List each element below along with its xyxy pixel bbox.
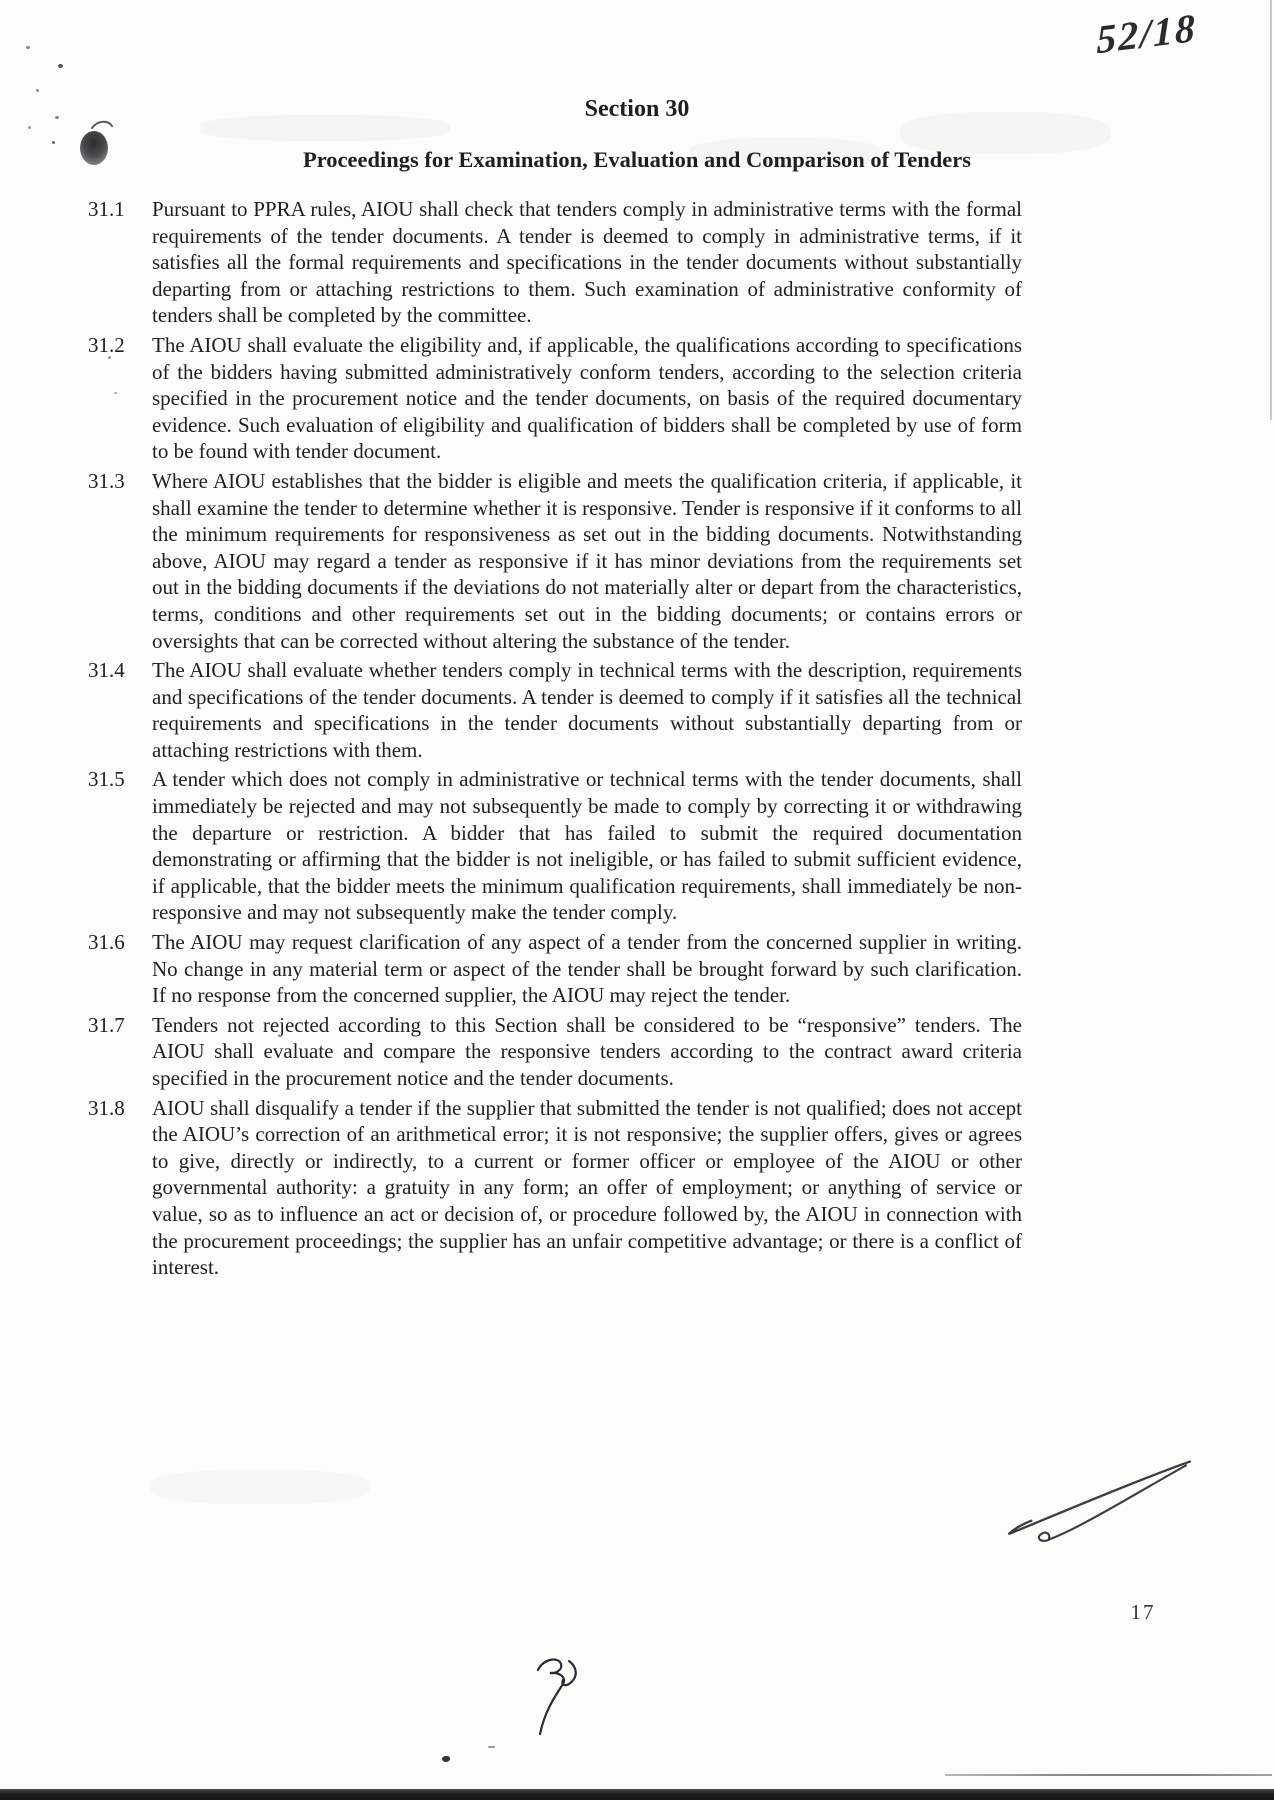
scan-edge-band	[0, 1789, 1274, 1800]
handwritten-page-ref: 52/18	[1095, 4, 1198, 63]
handwritten-flourish-icon	[528, 1656, 592, 1746]
paragraph-row	[88, 1095, 1022, 1281]
scan-artifact-line	[945, 1774, 1272, 1776]
paragraph-list	[88, 196, 1022, 1284]
page-number: 17	[1130, 1600, 1156, 1624]
ink-speck	[52, 141, 55, 144]
paragraph-number: 31.6	[88, 930, 125, 955]
paragraph-row	[88, 196, 1022, 329]
paragraph-row	[88, 657, 1022, 763]
section-heading: Section 30	[584, 96, 690, 122]
paragraph-number: 31.1	[88, 197, 125, 221]
ink-speck	[28, 126, 31, 129]
paragraph-text: Where AIOU establishes that the bidder is eligible and meets the qualification criteria, if applicable, it shall examine the tender to determine whether it is responsive. Tender is responsive if it conforms to all the minimum requirements for responsiveness as set out in the bidding documents. Notwithstanding above, AIOU may regard a tender as responsive if it has minor deviations from the requirements set out in the bidding documents if the deviations do not materially alter or depart from the characteristics, terms, conditions and other requirements set out in the bidding documents; or contains errors or oversights that can be corrected without altering the substance of the tender.	[152, 468, 1022, 653]
paragraph-number: 31.3	[88, 468, 125, 493]
paragraph-number: 31.8	[88, 1095, 125, 1120]
scan-smudge	[150, 1470, 370, 1504]
paragraph-number: 31.7	[88, 1012, 125, 1037]
ink-speck	[442, 1756, 450, 1762]
paragraph-text: Pursuant to PPRA rules, AIOU shall check that tenders comply in administrative terms with the formal requirements of the tender documents. A tender is deemed to comply in administrative terms, if it satisfies all the formal requirements and specifications in the tender documents without substantially departing from or attaching restrictions to them. Such examination of administrative conformity of tenders shall be completed by the committee.	[152, 197, 1022, 328]
paragraph-number: 31.2	[88, 332, 125, 357]
paragraph-row	[88, 1012, 1022, 1092]
paragraph-text: The AIOU shall evaluate whether tenders comply in technical terms with the description, requirements and specifications of the tender documents. A tender is deemed to comply if it satisfies all the technical requirements and specifications in the tender documents without substantially departing from or attaching restrictions with them.	[152, 658, 1022, 762]
paragraph-text: The AIOU may request clarification of any aspect of a tender from the concerned supplier in writing. No change in any material term or aspect of the tender shall be brought forward by such clarification. If no response from the concerned supplier, the AIOU may reject the tender.	[152, 930, 1022, 1008]
ink-speck	[36, 89, 39, 92]
ink-speck	[488, 1746, 495, 1748]
paragraph-row	[88, 766, 1022, 926]
paragraph-row	[88, 332, 1022, 465]
paragraph-row	[88, 929, 1022, 1009]
paragraph-text: AIOU shall disqualify a tender if the supplier that submitted the tender is not qualified; does not accept the AIOU’s correction of an arithmetical error; it is not responsive; the supplier offers, gives or agrees to give, directly or indirectly, to a current or former officer or employee of the AIOU or other governmental authority: a gratuity in any form; an offer of employment; or anything of service or value, so as to influence an act or decision of, or procedure followed by, the AIOU in connection with the procurement proceedings; the supplier has an unfair competitive advantage; or there is a conflict of interest.	[152, 1095, 1022, 1280]
document-title: Proceedings for Examination, Evaluation and Comparison of Tenders	[302, 147, 971, 172]
ink-speck	[58, 64, 63, 68]
paragraph-number: 31.4	[88, 658, 125, 683]
paragraph-row	[88, 468, 1022, 654]
paragraph-text: The AIOU shall evaluate the eligibility and, if applicable, the qualifications according to specifications of the bidders having submitted administratively conform tenders, according to the selection criteria specified in the procurement notice and the tender documents, on basis of the required documentary evidence. Such evaluation of eligibility and qualification of bidders shall be completed by use of form to be found with tender document.	[152, 332, 1022, 464]
ink-speck	[26, 46, 30, 49]
scan-edge-line	[1270, 0, 1272, 420]
signature-mark-icon	[985, 1452, 1200, 1557]
paragraph-number: 31.5	[88, 767, 125, 792]
paragraph-text: Tenders not rejected according to this Section shall be considered to be “responsive” tenders. The AIOU shall evaluate and compare the responsive tenders according to the contract award criteria specified in the procurement notice and the tender documents.	[152, 1012, 1022, 1090]
paragraph-text: A tender which does not comply in administrative or technical terms with the tender documents, shall immediately be rejected and may not subsequently be made to comply by correcting it or withdrawing the departure or restriction. A bidder that has failed to submit the required documentation demonstrating or affirming that the bidder is not ineligible, or has failed to submit sufficient evidence, if applicable, that the bidder meets the minimum qualification requirements, shall immediately be non-responsive and may not subsequently make the tender comply.	[152, 767, 1022, 925]
